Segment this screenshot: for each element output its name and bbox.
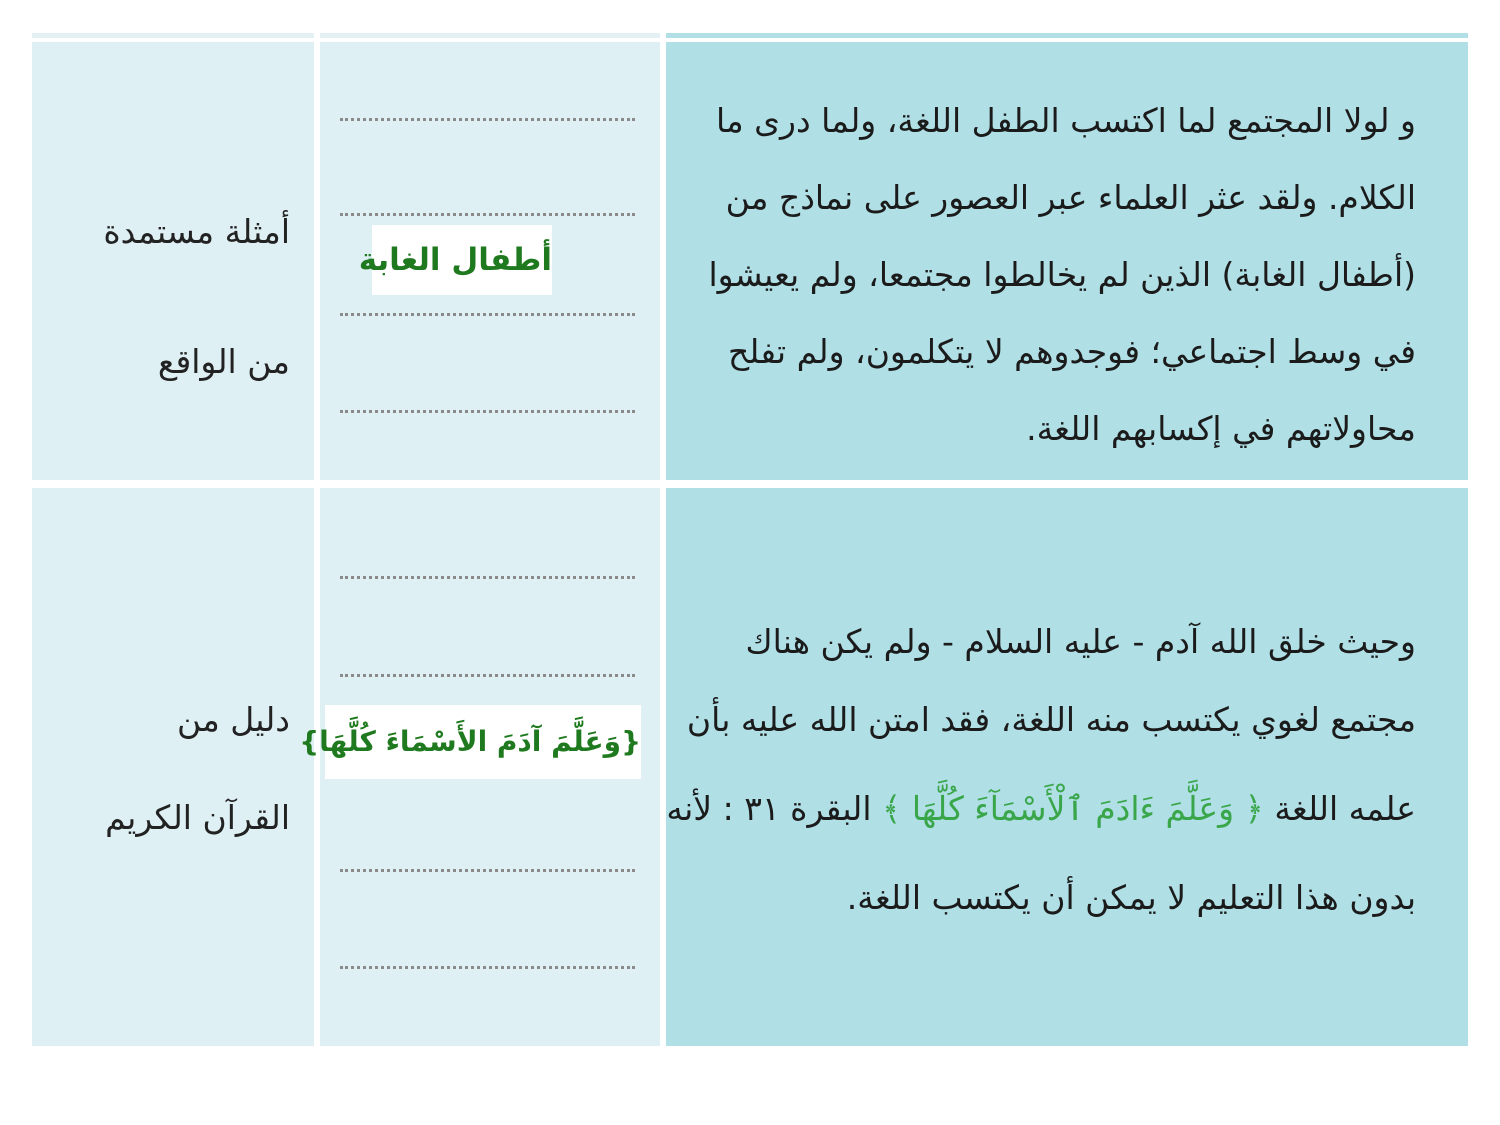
row2-label-line2: القرآن الكريم <box>105 798 290 837</box>
top-border-left <box>32 33 314 38</box>
row2-text-line: بدون هذا التعليم لا يمكن أن يكتسب اللغة. <box>846 878 1416 917</box>
row2-text-line-with-verse <box>666 759 1416 859</box>
row1-text-line: محاولاتهم في إكسابهم اللغة. <box>1026 409 1416 448</box>
row2-paragraph <box>666 603 1416 937</box>
row1-text-line: (أطفال الغابة) الذين لم يخالطوا مجتمعا، ولم يعيشوا <box>708 255 1416 294</box>
answer-line[interactable] <box>340 213 635 216</box>
row2-label-cell <box>32 488 314 1046</box>
row2-text-line: مجتمع لغوي يكتسب منه اللغة، فقد امتن الله عليه بأن <box>686 700 1416 739</box>
answer-line[interactable] <box>340 118 635 121</box>
top-border-right <box>666 33 1468 38</box>
row1-answer: أطفال الغابة <box>372 225 552 295</box>
row2-text-cell <box>666 488 1468 1046</box>
answer-line[interactable] <box>340 869 635 872</box>
row1-text-cell <box>666 42 1468 480</box>
row2-answer: {وَعَلَّمَ آدَمَ الأَسْمَاءَ كُلَّهَا} <box>325 705 641 779</box>
row1-text-line: و لولا المجتمع لما اكتسب الطفل اللغة، ولما درى ما <box>715 101 1416 140</box>
row1-label-line1: أمثلة مستمدة <box>103 212 290 251</box>
row1-label-line2: من الواقع <box>157 342 290 381</box>
row2-label-line1: دليل من <box>177 700 290 739</box>
row1-text-line: الكلام. ولقد عثر العلماء عبر العصور على نماذج من <box>725 178 1416 217</box>
answer-line[interactable] <box>340 966 635 969</box>
quran-verse: ﴿ وَعَلَّمَ ءَادَمَ ٱلْأَسْمَآءَ كُلَّهَا ﴾ <box>882 789 1264 828</box>
answer-line[interactable] <box>340 313 635 316</box>
row1-paragraph <box>684 82 1416 467</box>
row2-line3-start: علمه اللغة <box>1274 789 1416 828</box>
row1-label-cell <box>32 42 314 480</box>
top-border-middle <box>320 33 660 38</box>
row1-text-line: في وسط اجتماعي؛ فوجدوهم لا يتكلمون، ولم تفلح <box>728 332 1416 371</box>
answer-line[interactable] <box>340 576 635 579</box>
row2-line3-end: البقرة ٣١ : لأنه <box>666 789 872 828</box>
row2-text-line: وحيث خلق الله آدم - عليه السلام - ولم يكن هناك <box>745 622 1416 661</box>
answer-line[interactable] <box>340 410 635 413</box>
answer-line[interactable] <box>340 674 635 677</box>
